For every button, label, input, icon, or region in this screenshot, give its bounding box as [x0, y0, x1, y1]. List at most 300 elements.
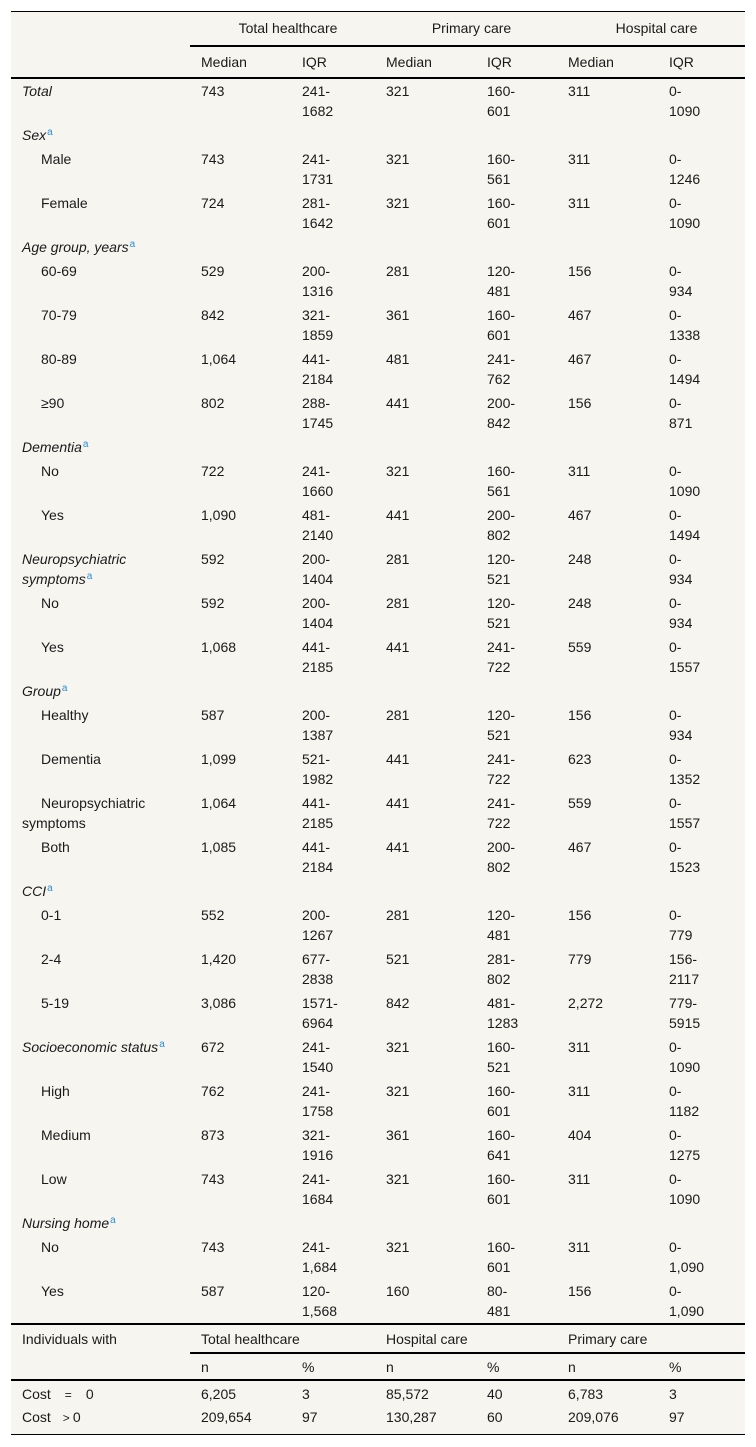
median-cell: 281 — [386, 907, 410, 923]
iqr-cell: 0- 1494 — [669, 351, 701, 387]
median-cell: 248 — [568, 551, 592, 567]
iqr-cell — [658, 879, 745, 903]
median-cell: 311 — [568, 195, 591, 211]
iqr-cell — [476, 879, 557, 903]
count-cell: 209,654 — [190, 1406, 291, 1435]
summary-header — [11, 1324, 745, 1380]
iqr-cell: 160- 601 — [487, 1171, 516, 1207]
iqr-cell — [658, 235, 745, 259]
table-row — [11, 147, 745, 191]
subheader-median: Median — [190, 46, 291, 78]
subcategory-label — [11, 903, 190, 947]
table-row — [11, 1079, 745, 1123]
iqr-cell: 241- 1540 — [302, 1039, 334, 1075]
row-label-text: 70-79 — [41, 307, 77, 323]
median-cell: 743 — [201, 1171, 225, 1187]
footnote-marker[interactable]: a — [110, 1215, 116, 1226]
row-label-text: Neuropsychiatric symptoms — [22, 795, 146, 831]
median-cell: 156 — [568, 707, 592, 723]
median-cell: 1,068 — [201, 639, 237, 655]
median-cell — [557, 879, 658, 903]
median-cell: 156 — [568, 395, 592, 411]
median-cell: 248 — [568, 595, 592, 611]
row-label-text: Healthy — [41, 707, 89, 723]
iqr-cell: 677- 2838 — [302, 951, 334, 987]
summary-subheader-n: n — [190, 1353, 291, 1380]
median-cell: 321 — [386, 151, 410, 167]
summary-subheader-pct: % — [476, 1353, 557, 1380]
median-cell: 1,090 — [201, 507, 237, 523]
iqr-cell: 120- 481 — [487, 263, 516, 299]
count-cell: 6,783 — [568, 1386, 604, 1402]
subcategory-label — [11, 147, 190, 191]
iqr-cell: 200- 1316 — [302, 263, 334, 299]
table-row — [11, 1035, 745, 1079]
median-cell: 3,086 — [201, 995, 237, 1011]
table-row — [11, 791, 745, 835]
iqr-cell — [291, 435, 375, 459]
median-cell: 311 — [568, 83, 591, 99]
iqr-cell: 0- 1090 — [669, 463, 701, 499]
cost-threshold: 0 — [72, 1409, 81, 1425]
iqr-cell — [476, 435, 557, 459]
iqr-cell — [291, 235, 375, 259]
summary-subheader-n: n — [557, 1353, 658, 1380]
row-label-text: 80-89 — [41, 351, 77, 367]
median-cell: 321 — [386, 1039, 410, 1055]
header-group-primary-care: Primary care — [375, 12, 557, 47]
median-cell: 321 — [386, 1239, 410, 1255]
table-row — [11, 991, 745, 1035]
median-cell: 311 — [568, 1239, 591, 1255]
iqr-cell: 0- 1557 — [669, 639, 701, 675]
subcategory-label — [11, 747, 190, 791]
iqr-cell: 200- 1404 — [302, 551, 334, 587]
category-label — [11, 1035, 190, 1079]
median-cell: 1,099 — [201, 751, 237, 767]
table-row — [11, 391, 745, 435]
median-cell: 672 — [201, 1039, 225, 1055]
median-cell: 724 — [201, 195, 225, 211]
cost-threshold: 0 — [85, 1386, 94, 1402]
row-label-text: 60-69 — [41, 263, 77, 279]
iqr-cell: 0- 779 — [669, 907, 693, 943]
median-cell: 623 — [568, 751, 592, 767]
row-label-text: Yes — [41, 507, 64, 523]
iqr-cell: 120- 521 — [487, 707, 516, 743]
median-cell: 441 — [386, 751, 410, 767]
median-cell: 587 — [201, 1283, 225, 1299]
median-cell: 1,064 — [201, 795, 237, 811]
median-cell: 743 — [201, 151, 225, 167]
row-label-text: No — [41, 595, 59, 611]
row-label-text: CCI — [22, 883, 47, 899]
row-label-text: Medium — [41, 1127, 91, 1143]
median-cell — [557, 679, 658, 703]
iqr-cell: 0- 934 — [669, 263, 693, 299]
subcategory-label — [11, 191, 190, 235]
iqr-cell: 0- 1,090 — [669, 1239, 705, 1275]
iqr-cell: 156- 2117 — [669, 951, 700, 987]
median-cell: 559 — [568, 639, 592, 655]
iqr-cell: 120- 481 — [487, 907, 516, 943]
iqr-cell: 521- 1982 — [302, 751, 334, 787]
iqr-cell: 120- 521 — [487, 595, 516, 631]
table-row — [11, 78, 745, 123]
iqr-cell: 160- 561 — [487, 151, 516, 187]
subcategory-label — [11, 1167, 190, 1211]
iqr-cell: 160- 601 — [487, 83, 516, 119]
cost-operator: > — [62, 1411, 70, 1425]
median-cell — [190, 679, 291, 703]
count-cell: 6,205 — [201, 1386, 237, 1402]
median-cell — [375, 679, 476, 703]
cost-label: Cost — [22, 1386, 51, 1402]
table-row — [11, 191, 745, 235]
median-cell: 311 — [568, 151, 591, 167]
row-label-text: Total — [22, 83, 52, 99]
iqr-cell: 321- 1859 — [302, 307, 334, 343]
median-cell — [190, 235, 291, 259]
header-empty — [11, 12, 190, 47]
iqr-cell: 441- 2185 — [302, 795, 334, 831]
iqr-cell: 241- 1682 — [302, 83, 334, 119]
footnote-marker[interactable]: a — [47, 883, 53, 894]
summary-row — [11, 1380, 745, 1406]
subheader-iqr: IQR — [291, 46, 375, 78]
count-cell: 209,076 — [557, 1406, 658, 1435]
table-body — [11, 78, 745, 1324]
summary-row-label — [11, 1380, 190, 1406]
median-cell: 156 — [568, 1283, 592, 1299]
row-label-text: High — [41, 1083, 70, 1099]
median-cell: 311 — [568, 1171, 591, 1187]
median-cell — [190, 879, 291, 903]
median-cell — [190, 123, 291, 147]
percent-cell: 60 — [476, 1406, 557, 1435]
header-group-hospital-care: Hospital care — [557, 12, 745, 47]
iqr-cell — [658, 1211, 745, 1235]
subcategory-label — [11, 835, 190, 879]
summary-subheader-pct: % — [291, 1353, 375, 1380]
iqr-cell: 288- 1745 — [302, 395, 334, 431]
median-cell: 156 — [568, 263, 592, 279]
table-row — [11, 1211, 745, 1235]
subcategory-label — [11, 259, 190, 303]
iqr-cell — [291, 123, 375, 147]
iqr-cell: 241- 722 — [487, 639, 516, 675]
table-row — [11, 591, 745, 635]
iqr-cell: 0- 1352 — [669, 751, 701, 787]
summary-group-total-healthcare: Total healthcare — [190, 1324, 375, 1353]
percent-cell: 97 — [658, 1406, 745, 1435]
iqr-cell: 200- 1387 — [302, 707, 334, 743]
row-label-text: 2-4 — [41, 951, 62, 967]
median-cell — [557, 1211, 658, 1235]
median-cell: 521 — [386, 951, 410, 967]
median-cell — [375, 435, 476, 459]
table-row — [11, 635, 745, 679]
row-label-text: Yes — [41, 639, 64, 655]
iqr-cell: 481- 2140 — [302, 507, 334, 543]
subheader-median: Median — [557, 46, 658, 78]
subcategory-label — [11, 1123, 190, 1167]
iqr-cell: 120- 1,568 — [302, 1283, 338, 1319]
category-label — [11, 1211, 190, 1235]
summary-group-primary-care: Primary care — [557, 1324, 745, 1353]
table-row — [11, 903, 745, 947]
row-label-text: Dementia — [22, 439, 82, 455]
median-cell — [190, 1211, 291, 1235]
footnote-marker[interactable]: a — [86, 571, 93, 582]
median-cell: 441 — [386, 639, 410, 655]
median-cell: 311 — [568, 1039, 591, 1055]
subcategory-label — [11, 459, 190, 503]
subcategory-label — [11, 635, 190, 679]
subcategory-label — [11, 1279, 190, 1324]
table-row — [11, 503, 745, 547]
footnote-marker[interactable]: a — [61, 683, 68, 694]
iqr-cell: 160- 601 — [487, 1083, 516, 1119]
table-row — [11, 747, 745, 791]
footnote-marker[interactable]: a — [82, 439, 89, 450]
subcategory-label — [11, 947, 190, 991]
table-row — [11, 1279, 745, 1324]
table-header — [11, 12, 745, 79]
median-cell: 281 — [386, 551, 410, 567]
table-row — [11, 1235, 745, 1279]
median-cell: 321 — [386, 1083, 410, 1099]
subcategory-label — [11, 591, 190, 635]
median-cell — [190, 435, 291, 459]
iqr-cell: 0- 1,090 — [669, 1283, 705, 1319]
median-cell: 2,272 — [568, 995, 604, 1011]
iqr-cell — [658, 123, 745, 147]
median-cell: 361 — [386, 307, 410, 323]
row-label-text: Neuropsychiatric symptoms — [22, 551, 127, 587]
count-cell: 85,572 — [386, 1386, 429, 1402]
median-cell — [375, 123, 476, 147]
row-label-text: Sex — [22, 127, 47, 143]
median-cell: 311 — [568, 463, 591, 479]
iqr-cell: 241- 762 — [487, 351, 516, 387]
subheader-empty — [11, 46, 190, 78]
iqr-cell: 160- 561 — [487, 463, 516, 499]
summary-subheader-n: n — [375, 1353, 476, 1380]
iqr-cell: 241- 1758 — [302, 1083, 334, 1119]
iqr-cell: 0- 1557 — [669, 795, 701, 831]
iqr-cell: 0- 1182 — [669, 1083, 700, 1119]
table-row — [11, 459, 745, 503]
median-cell: 592 — [201, 551, 225, 567]
median-cell: 321 — [386, 463, 410, 479]
median-cell: 441 — [386, 395, 410, 411]
median-cell: 311 — [568, 1083, 591, 1099]
median-cell: 743 — [201, 1239, 225, 1255]
iqr-cell: 1571- 6964 — [302, 995, 338, 1031]
category-label — [11, 235, 190, 259]
subcategory-label — [11, 791, 190, 835]
median-cell: 321 — [386, 83, 410, 99]
row-label-text: Nursing home — [22, 1215, 110, 1231]
iqr-cell: 0- 1246 — [669, 151, 701, 187]
table-row — [11, 679, 745, 703]
count-cell: 130,287 — [375, 1406, 476, 1435]
table-row — [11, 123, 745, 147]
category-label — [11, 78, 190, 123]
summary-row-label — [11, 1406, 190, 1435]
iqr-cell — [476, 123, 557, 147]
iqr-cell: 0- 1090 — [669, 1171, 701, 1207]
percent-cell: 40 — [487, 1386, 503, 1402]
median-cell: 1,420 — [201, 951, 237, 967]
iqr-cell: 281- 802 — [487, 951, 516, 987]
iqr-cell: 241- 1,684 — [302, 1239, 338, 1275]
iqr-cell: 160- 601 — [487, 307, 516, 343]
footnote-marker[interactable]: a — [129, 239, 136, 250]
footnote-marker[interactable]: a — [159, 1039, 165, 1050]
cost-operator: = — [64, 1388, 72, 1402]
median-cell: 281 — [386, 707, 410, 723]
iqr-cell: 200- 802 — [487, 507, 516, 543]
iqr-cell: 0- 934 — [669, 551, 693, 587]
subheader-iqr: IQR — [476, 46, 557, 78]
percent-cell: 3 — [302, 1386, 310, 1402]
iqr-cell: 0- 1494 — [669, 507, 701, 543]
iqr-cell — [476, 679, 557, 703]
iqr-cell: 0- 934 — [669, 595, 693, 631]
iqr-cell: 481- 1283 — [487, 995, 519, 1031]
median-cell — [557, 435, 658, 459]
row-label-text: 0-1 — [41, 907, 62, 923]
median-cell — [375, 879, 476, 903]
iqr-cell: 241- 1731 — [302, 151, 334, 187]
median-cell: 762 — [201, 1083, 225, 1099]
median-cell: 842 — [201, 307, 225, 323]
median-cell: 592 — [201, 595, 225, 611]
subcategory-label — [11, 391, 190, 435]
median-cell: 467 — [568, 839, 592, 855]
median-cell — [557, 123, 658, 147]
summary-subheader-empty — [11, 1353, 190, 1380]
median-cell: 552 — [201, 907, 225, 923]
iqr-cell: 0- 871 — [669, 395, 693, 431]
category-label — [11, 435, 190, 459]
subheader-median: Median — [375, 46, 476, 78]
iqr-cell: 160- 601 — [487, 1239, 516, 1275]
row-label-text: Male — [41, 151, 72, 167]
median-cell: 441 — [386, 839, 410, 855]
row-label-text: 5-19 — [41, 995, 70, 1011]
row-label-text: Low — [41, 1171, 67, 1187]
iqr-cell: 200- 842 — [487, 395, 516, 431]
summary-body — [11, 1380, 745, 1435]
iqr-cell: 160- 601 — [487, 195, 516, 231]
median-cell: 873 — [201, 1127, 225, 1143]
iqr-cell: 241- 1660 — [302, 463, 334, 499]
iqr-cell: 0- 1523 — [669, 839, 701, 875]
subcategory-label — [11, 1079, 190, 1123]
iqr-cell: 241- 722 — [487, 751, 516, 787]
median-cell: 529 — [201, 263, 225, 279]
iqr-cell: 160- 641 — [487, 1127, 516, 1163]
subcategory-label — [11, 347, 190, 391]
median-cell — [375, 235, 476, 259]
median-cell: 1,064 — [201, 351, 237, 367]
median-cell: 467 — [568, 507, 592, 523]
table-row — [11, 347, 745, 391]
iqr-cell: 0- 1090 — [669, 195, 701, 231]
healthcare-cost-table — [11, 11, 745, 1435]
table-row — [11, 235, 745, 259]
subcategory-label — [11, 703, 190, 747]
cost-table-container — [11, 11, 745, 1435]
median-cell: 722 — [201, 463, 225, 479]
iqr-cell: 200- 1404 — [302, 595, 334, 631]
row-label-text: Dementia — [41, 751, 101, 767]
row-label-text: Both — [41, 839, 70, 855]
percent-cell: 3 — [669, 1386, 677, 1402]
median-cell: 156 — [568, 907, 592, 923]
summary-label: Individuals with — [11, 1324, 190, 1353]
summary-row — [11, 1406, 745, 1435]
iqr-cell: 0- 1090 — [669, 83, 701, 119]
cost-label: Cost — [22, 1409, 51, 1425]
table-row — [11, 947, 745, 991]
row-label-text: Age group, years — [22, 239, 129, 255]
table-row — [11, 1167, 745, 1211]
iqr-cell: 441- 2184 — [302, 351, 334, 387]
median-cell: 467 — [568, 307, 592, 323]
iqr-cell: 321- 1916 — [302, 1127, 334, 1163]
median-cell: 467 — [568, 351, 592, 367]
category-label — [11, 547, 190, 591]
iqr-cell: 281- 1642 — [302, 195, 334, 231]
iqr-cell — [658, 435, 745, 459]
row-label-text: Female — [41, 195, 88, 211]
median-cell: 779 — [568, 951, 592, 967]
median-cell — [375, 1211, 476, 1235]
median-cell: 802 — [201, 395, 225, 411]
row-label-text: No — [41, 463, 59, 479]
summary-subheader-pct: % — [658, 1353, 745, 1380]
median-cell: 481 — [386, 351, 410, 367]
median-cell: 281 — [386, 595, 410, 611]
percent-cell: 97 — [291, 1406, 375, 1435]
table-row — [11, 547, 745, 591]
category-label — [11, 879, 190, 903]
iqr-cell — [291, 679, 375, 703]
iqr-cell: 0- 1090 — [669, 1039, 701, 1075]
iqr-cell: 241- 1684 — [302, 1171, 334, 1207]
subheader-iqr: IQR — [658, 46, 745, 78]
median-cell: 321 — [386, 195, 410, 211]
footnote-marker[interactable]: a — [47, 127, 53, 138]
median-cell: 321 — [386, 1171, 410, 1187]
category-label — [11, 679, 190, 703]
header-group-total-healthcare: Total healthcare — [190, 12, 375, 47]
median-cell: 160 — [386, 1283, 410, 1299]
table-row — [11, 435, 745, 459]
row-label-text: Group — [22, 683, 61, 699]
subcategory-label — [11, 503, 190, 547]
subcategory-label — [11, 303, 190, 347]
iqr-cell: 0- 934 — [669, 707, 693, 743]
median-cell: 441 — [386, 795, 410, 811]
iqr-cell: 779- 5915 — [669, 995, 701, 1031]
iqr-cell: 441- 2185 — [302, 639, 334, 675]
iqr-cell: 0- 1275 — [669, 1127, 701, 1163]
